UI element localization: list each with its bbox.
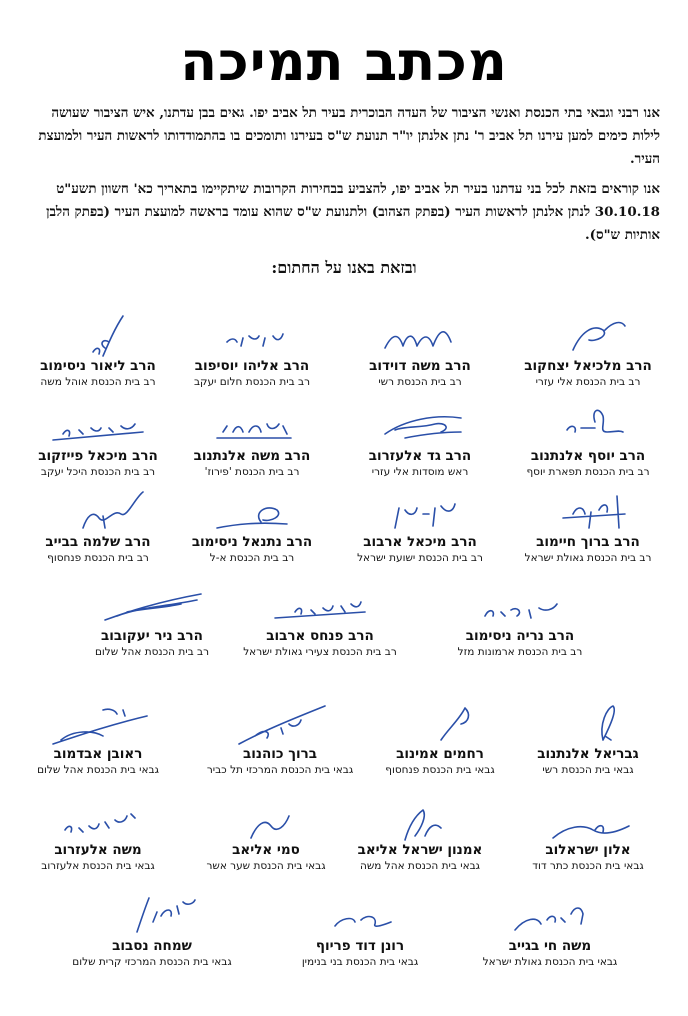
signer-name: הרב מלכיאל יצחקוב [524,358,652,374]
signer [440,582,600,658]
letter-title: מכתב תמיכה [180,30,508,93]
signer-role: גבאי בית הכנסת אלעזרוב [41,860,155,872]
signer-name: הרב גד אלעזרוב [368,448,472,464]
signer [72,892,232,968]
signer-name: משה אלעזרוב [54,842,142,858]
signer [340,488,500,564]
signature-scribble [533,312,643,362]
signer-name: הרב מיכאל ארבוב [363,534,477,550]
signature-scribble [365,488,475,538]
signer [508,796,668,872]
signature-scribble [43,488,153,538]
signature-scribble [495,892,605,942]
signer-name: ברוך כוהנוב [242,746,318,762]
signature-scribble [43,402,153,452]
signer-name: ראובן אבדמוב [53,746,143,762]
signature-scribble [197,312,307,362]
signer-role: רב בית הכנסת רשי [378,376,462,388]
signer-name: הרב ברוך חיימוב [536,534,640,550]
signer [470,892,630,968]
signer-name: הרב שלמה בבייב [45,534,151,550]
signer-name: הרב נריה ניסימוב [465,628,575,644]
signature-scribble [43,312,153,362]
signature-scribble [43,700,153,750]
signer [72,582,232,658]
signer-role: רב בית הכנסת צעירי גאולת ישראל [243,646,397,658]
signer-role: רב בית הכנסת פנחסוף [47,552,149,564]
paragraph-call-to-vote: אנו קוראים בזאת לכל בני עדתנו בעיר תל אביב יפו, להצביע בבחירות הקרובות שיתקיימו בתאריך כא' חשוון תשע"ט 30.10.18 לנתן אלנתן לראשות העיר (בפתק הצהוב) ולתנועת ש"ס שהוא עומד בראשה למועצת העיר (בפתק הלבן אותיות ש"ס). [46,181,660,243]
signer-role: רב בית הכנסת אוהל משה [40,376,156,388]
signer-name: רונן דוד פריוף [315,938,405,954]
signature-scribble [465,582,575,632]
signer-name: הרב פנחס ארבוב [266,628,374,644]
signer [172,488,332,564]
signer [508,402,668,478]
signer-name: הרב משה אלנתנוב [193,448,311,464]
signature-scribble [533,488,643,538]
signer [360,700,520,776]
signature-scribble [385,700,495,750]
signer-role: רב בית הכנסת היכל יעקב [40,466,156,478]
signer-name: אמנון ישראל אליאב [357,842,483,858]
signer-role: גבאי בית הכנסת בני בנימין [301,956,419,968]
signer [18,312,178,388]
signer [18,488,178,564]
signer-name: סמי אליאב [232,842,300,858]
signer-role: גבאי בית הכנסת המרכזי קרית שלום [72,956,232,968]
signer-name: הרב יוסף אלנתנוב [530,448,646,464]
signer [18,700,178,776]
signer [340,796,500,872]
signer-role: רב בית הכנסת חלום יעקב [193,376,311,388]
signer [508,312,668,388]
signer [172,402,332,478]
signer [200,700,360,776]
signer-name: רחמים אמינוב [396,746,484,762]
signer-name: אלון ישראלוב [545,842,631,858]
signature-scribble [197,402,307,452]
signature-scribble [265,582,375,632]
signature-scribble [225,700,335,750]
signer [508,700,668,776]
signer-role: גבאי בית הכנסת המרכזי תל כביר [206,764,354,776]
signer-name: הרב מיכאל פייזקוב [38,448,158,464]
signer-name: הרב נתנאל ניסימוב [191,534,313,550]
signer-role: גבאי בית הכנסת שער אשר [206,860,326,872]
signer-name: שמחה נסבוב [112,938,192,954]
signer-role: רב בית הכנסת 'פירוז' [204,466,300,478]
signer-role: רב בית הכנסת גאולת ישראל [524,552,652,564]
signer [508,488,668,564]
signer-role: ראש מוסדות אלי עזרי [371,466,469,478]
signature-scribble [533,402,643,452]
signer-role: גבאי בית הכנסת אהל משה [359,860,481,872]
signer [186,796,346,872]
signature-scribble [97,892,207,942]
signatures-intro: ובזאת באנו על החתום: [271,258,417,277]
signer-role: רב בית הכנסת ארמונות מזל [457,646,583,658]
signer-role: רב בית הכנסת אהל שלום [94,646,210,658]
signature-scribble [305,892,415,942]
signer-role: גבאי בית הכנסת כתר דוד [532,860,644,872]
signature-scribble [365,402,475,452]
signature-scribble [43,796,153,846]
signature-scribble [211,796,321,846]
signer-name: הרב אליהו יוסיפוב [194,358,310,374]
signer-name: משה חי בגייב [508,938,592,954]
signer-role: רב בית הכנסת תפארת יוסף [526,466,650,478]
signature-scribble [365,312,475,362]
signer [340,312,500,388]
signature-scribble [365,796,475,846]
signer-role: רב בית הכנסת א-ל [209,552,295,564]
signer-name: גבריאל אלנתנוב [537,746,639,762]
signer-name: הרב ליאור ניסימוב [40,358,156,374]
paragraph-intro: אנו רבני וגבאי בתי הכנסת ואנשי הציבור של העדה הבוכרית בעיר תל אביב יפו. גאים בבן עדתנו, איש הציבור שעושה לילות כימים למען עירנו תל אביב ר' נתן אלנתן יו"ר תנועת ש"ס בעירנו ותומכים בו בהתמודדותו לראשות העיר ולמועצת העיר. [38,105,660,167]
signer-role: גבאי בית הכנסת גאולת ישראל [482,956,618,968]
signer-role: רב בית הכנסת ישועת ישראל [357,552,483,564]
signer-role: גבאי בית הכנסת רשי [542,764,634,776]
signer [18,402,178,478]
signer-role: רב בית הכנסת אלי עזרי [535,376,641,388]
signer [172,312,332,388]
signer-role: גבאי בית הכנסת פנחסוף [385,764,495,776]
signature-scribble [97,582,207,632]
signer-role: גבאי בית הכנסת אהל שלום [37,764,159,776]
signer [340,402,500,478]
signer [240,582,400,658]
signer [280,892,440,968]
signer-name: הרב משה דוידוב [369,358,471,374]
signer [18,796,178,872]
signature-scribble [533,700,643,750]
signer-name: הרב ניר יעקובוב [101,628,203,644]
signature-scribble [533,796,643,846]
signature-scribble [197,488,307,538]
